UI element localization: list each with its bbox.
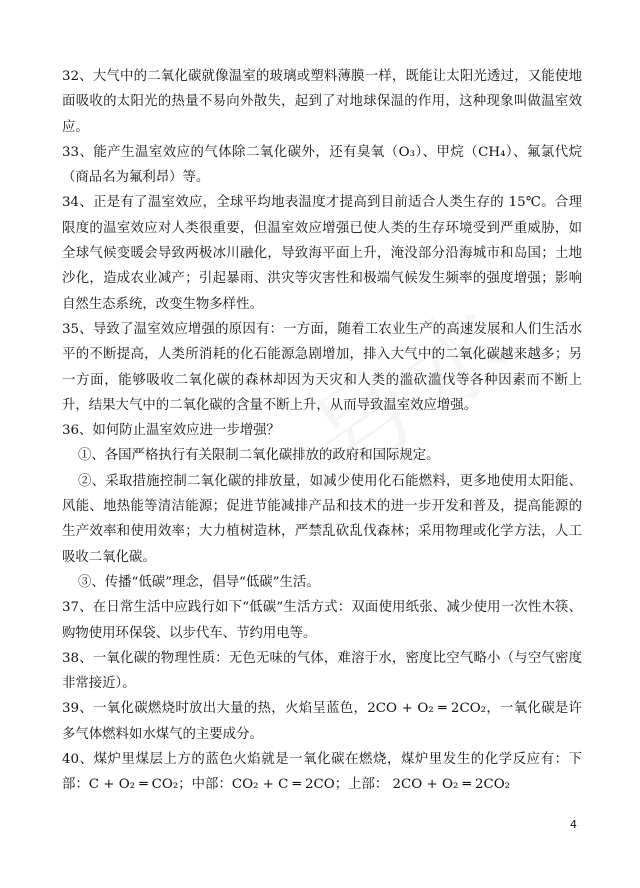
page-number: 4 [570,818,577,831]
paragraph-34: 34、正是有了温室效应，全球平均地表温度才提高到目前适合人类生存的 15℃。合理限度的温室效应对人类很重要，但温室效应增强已使人类的生存环境受到严重威胁，如全球气候变暖会导致两极冰川融化，导致海平面上升，淹没部分沿海城市和岛国；土地沙化，造成农业减产；引起暴雨、洪灾等灾害性和极端气候发生频率的强度增强；影响自然生态系统，改变生物多样性。 [62,195,582,312]
paragraph-33: 33、能产生温室效应的气体除二氧化碳外，还有臭氧（O₃）、甲烷（CH₄）、氟氯代烷（商品名为氟利昂）等。 [62,144,582,186]
paragraph-36-item-2: ②、采取措施控制二氧化碳的排放量，如减少使用化石能燃料，更多地使用太阳能、风能、地热能等清洁能源；促进节能减排产品和技术的进一步开发和普及，提高能源的生产效率和使用效率；大力植树造林，严禁乱砍乱伐森林；采用物理或化学方法，人工吸收二氧化碳。 [62,473,582,565]
paragraph-38: 38、一氧化碳的物理性质：无色无味的气体，难溶于水，密度比空气略小（与空气密度非常接近）。 [62,650,582,692]
paragraph-37: 37、在日常生活中应践行如下“低碳”生活方式：双面使用纸张、减少使用一次性木筷、购物使用环保袋、以步代车、节约用电等。 [62,600,582,641]
document-body [62,64,582,798]
paragraph-32: 32、大气中的二氧化碳就像温室的玻璃或塑料薄膜一样，既能让太阳光透过，又能使地面吸收的太阳光的热量不易向外散失，起到了对地球保温的作用，这种现象叫做温室效应。 [62,69,582,135]
paragraph-35: 35、导致了温室效应增强的原因有：一方面，随着工农业生产的高速发展和人们生活水平的不断提高，人类所消耗的化石能源急剧增加，排入大气中的二氧化碳越来越多；另一方面，能够吸收二氧化碳的森林却因为天灾和人类的滥砍滥伐等各种因素而不断上升，结果大气中的二氧化碳的含量不断上升，从而导致温室效应增强。 [62,321,582,413]
paragraph-39: 39、一氧化碳燃烧时放出大量的热，火焰呈蓝色，2CO + O₂ ═ 2CO₂，一氧化碳是许多气体燃料如水煤气的主要成分。 [62,701,582,742]
paragraph-36-item-1: ①、各国严格执行有关限制二氧化碳排放的政府和国际规定。 [78,448,440,464]
paragraph-40: 40、煤炉里煤层上方的蓝色火焰就是一氧化碳在燃烧，煤炉里发生的化学反应有：下部：C + O₂ ═ CO₂；中部：CO₂ + C ═ 2CO；上部： 2CO + O₂ ═ 2CO₂ [62,752,582,793]
paragraph-36: 36、如何防止温室效应进一步增强？ [62,423,280,439]
paragraph-36-item-3: ③、传播“低碳”理念，倡导“低碳”生活。 [78,574,320,590]
